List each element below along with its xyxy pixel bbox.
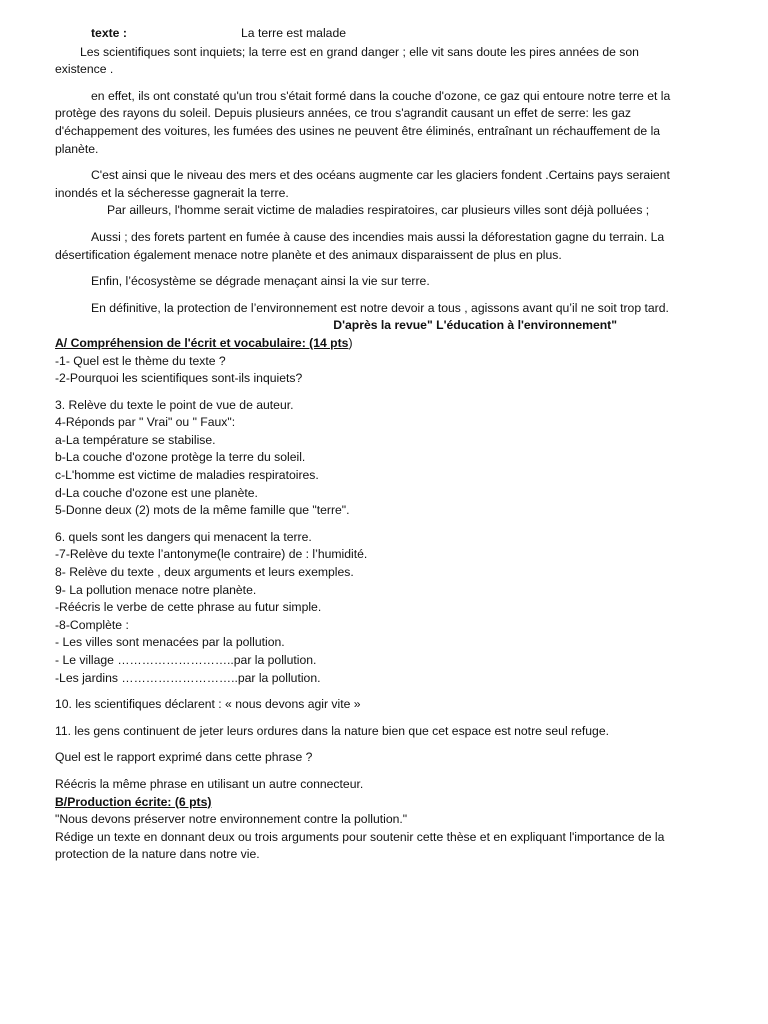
question-5: 5-Donne deux (2) mots de la même famille que "terre". xyxy=(55,503,350,518)
paragraph-3: C'est ainsi que le niveau des mers et des océans augmente car les glaciers fondent .Certains pays seraient inondés et la sécheresse gagnerait la terre. xyxy=(55,168,670,200)
production-quote: "Nous devons préserver notre environnement contre la pollution." xyxy=(55,812,408,827)
question-11a: Quel est le rapport exprimé dans cette phrase ? xyxy=(55,750,313,765)
text-label: texte : xyxy=(91,26,127,40)
section-a-heading xyxy=(55,335,685,353)
paragraph-7: En définitive, la protection de l’environnement est notre devoir a tous , agissons avant qu’il ne soit trop tard. xyxy=(91,300,669,315)
question-2: -2-Pourquoi les scientifiques sont-ils inquiets? xyxy=(55,371,303,386)
paragraph-5: Aussi ; des forets partent en fumée à cause des incendies mais aussi la déforestation gagne du terrain. La désertification également menace notre planète et des animaux disparaissent de plus en plus. xyxy=(55,229,665,262)
complete-item-2: - Le village ………………………..par la pollution. xyxy=(55,653,317,667)
question-9: 9- La pollution menace notre planète. xyxy=(55,582,257,597)
question-8-complete: -8-Complète : xyxy=(55,617,129,632)
section-a-heading-end: ) xyxy=(348,335,353,350)
complete-item-3: -Les jardins ………………………..par la pollution. xyxy=(55,670,321,685)
question-1: -1- Quel est le thème du texte ? xyxy=(55,353,226,368)
text-title: La terre est malade xyxy=(241,26,347,40)
document-page xyxy=(55,26,685,864)
question-10: 10. les scientifiques déclarent : « nous devons agir vite » xyxy=(55,697,361,712)
paragraph-4: Par ailleurs, l'homme serait victime de maladies respiratoires, car plusieurs villes sont déjà polluées ; xyxy=(107,203,650,218)
section-b-heading-text: B/Production écrite: (6 pts) xyxy=(55,794,212,809)
production-instruction: Rédige un texte en donnant deux ou trois arguments pour soutenir cette thèse et en expliquant l'importance de la protection de la nature dans notre vie. xyxy=(55,829,665,862)
section-b-heading xyxy=(55,794,685,812)
question-4b: b-La couche d'ozone protège la terre du soleil. xyxy=(55,450,306,465)
paragraph-1: Les scientifiques sont inquiets; la terre est en grand danger ; elle vit sans doute les pires années de son existence . xyxy=(55,44,639,77)
section-a-heading-text: A/ Compréhension de l'écrit et vocabulaire: (14 pts xyxy=(55,335,349,350)
complete-item-1: - Les villes sont menacées par la pollution. xyxy=(55,635,285,650)
text-title-row xyxy=(55,26,685,44)
question-4a: a-La température se stabilise. xyxy=(55,432,216,447)
question-7: -7-Relève du texte l’antonyme(le contraire) de : l’humidité. xyxy=(55,547,368,562)
question-11b: Réécris la même phrase en utilisant un autre connecteur. xyxy=(55,776,364,791)
question-8: 8- Relève du texte , deux arguments et leurs exemples. xyxy=(55,565,354,580)
question-4d: d-La couche d'ozone est une planète. xyxy=(55,485,258,500)
paragraph-2: en effet, ils ont constaté qu'un trou s'était formé dans la couche d'ozone, ce gaz qui entoure notre terre et la protège des rayons du soleil. Depuis plusieurs années, ce trou s'agrandit causant un effet de serre: les gaz d'échappement des voitures, les fumées des usines ne peuvent être éliminés, entraînant un réchauffement de la planète. xyxy=(55,88,671,156)
question-3: 3. Relève du texte le point de vue de auteur. xyxy=(55,397,294,412)
text-source: D'après la revue" L'éducation à l'environnement" xyxy=(333,318,617,333)
question-4: 4-Réponds par " Vrai" ou " Faux": xyxy=(55,415,236,430)
question-6: 6. quels sont les dangers qui menacent la terre. xyxy=(55,529,312,544)
question-9a: -Réécris le verbe de cette phrase au futur simple. xyxy=(55,600,322,615)
paragraph-6: Enfin, l’écosystème se dégrade menaçant ainsi la vie sur terre. xyxy=(91,274,430,289)
question-4c: c-L'homme est victime de maladies respiratoires. xyxy=(55,468,319,483)
question-11: 11. les gens continuent de jeter leurs ordures dans la nature bien que cet espace est notre seul refuge. xyxy=(55,723,609,738)
